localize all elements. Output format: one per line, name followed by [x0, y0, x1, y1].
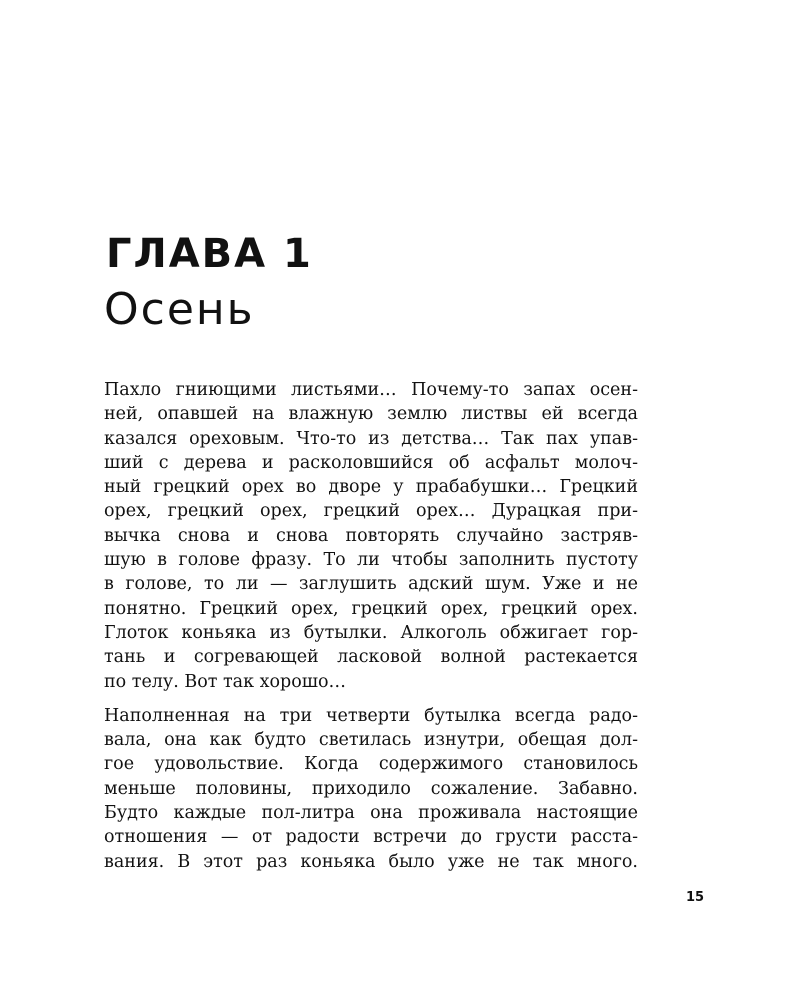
text-line: Пахло гниющими листьями… Почему-то запах осен-: [104, 380, 638, 400]
text-line: ный грецкий орех во дворе у прабабушки… Грецкий: [104, 477, 638, 498]
text-line: меньше половины, приходило сожаление. Забавно.: [104, 778, 638, 799]
text-line: гое удовольствие. Когда содержимого становилось: [104, 754, 638, 775]
text-line: в голове, то ли — заглушить адский шум. Уже и не: [104, 574, 638, 595]
text-line: отношения — от радости встречи до грусти расста-: [104, 827, 638, 848]
text-line: казался ореховым. Что-то из детства… Так пах упав-: [104, 428, 638, 449]
text-line: Наполненная на три четверти бутылка всегда радо-: [104, 705, 638, 726]
page-number: 15: [686, 890, 705, 905]
text-line: Будто каждые пол-литра она проживала настоящие: [104, 803, 638, 824]
text-line: орех, грецкий орех, грецкий орех… Дурацкая при-: [104, 501, 638, 522]
text-line: ней, опавшей на влажную землю листвы ей всегда: [104, 404, 638, 425]
text-line: тань и согревающей ласковой волной растекается: [104, 647, 638, 668]
paragraph-2: [104, 704, 638, 874]
chapter-label: ГЛАВА 1: [106, 231, 313, 277]
chapter-title: Осень: [104, 284, 255, 335]
body-text: [104, 378, 638, 874]
text-line: понятно. Грецкий орех, грецкий орех, грецкий орех.: [104, 598, 638, 619]
text-line: вычка снова и снова повторять случайно застряв-: [104, 525, 638, 546]
text-line: ший с дерева и расколовшийся об асфальт молоч-: [104, 452, 638, 473]
paragraph-1: [104, 378, 638, 694]
text-line: по телу. Вот так хорошо…: [104, 671, 347, 692]
text-line: Глоток коньяка из бутылки. Алкоголь обжигает гор-: [104, 622, 638, 643]
paragraph-gap: [104, 694, 638, 704]
text-line: шую в голове фразу. То ли чтобы заполнить пустоту: [104, 550, 638, 571]
text-line: вания. В этот раз коньяка было уже не так много.: [104, 851, 638, 872]
text-line: вала, она как будто светилась изнутри, обещая дол-: [104, 730, 638, 751]
